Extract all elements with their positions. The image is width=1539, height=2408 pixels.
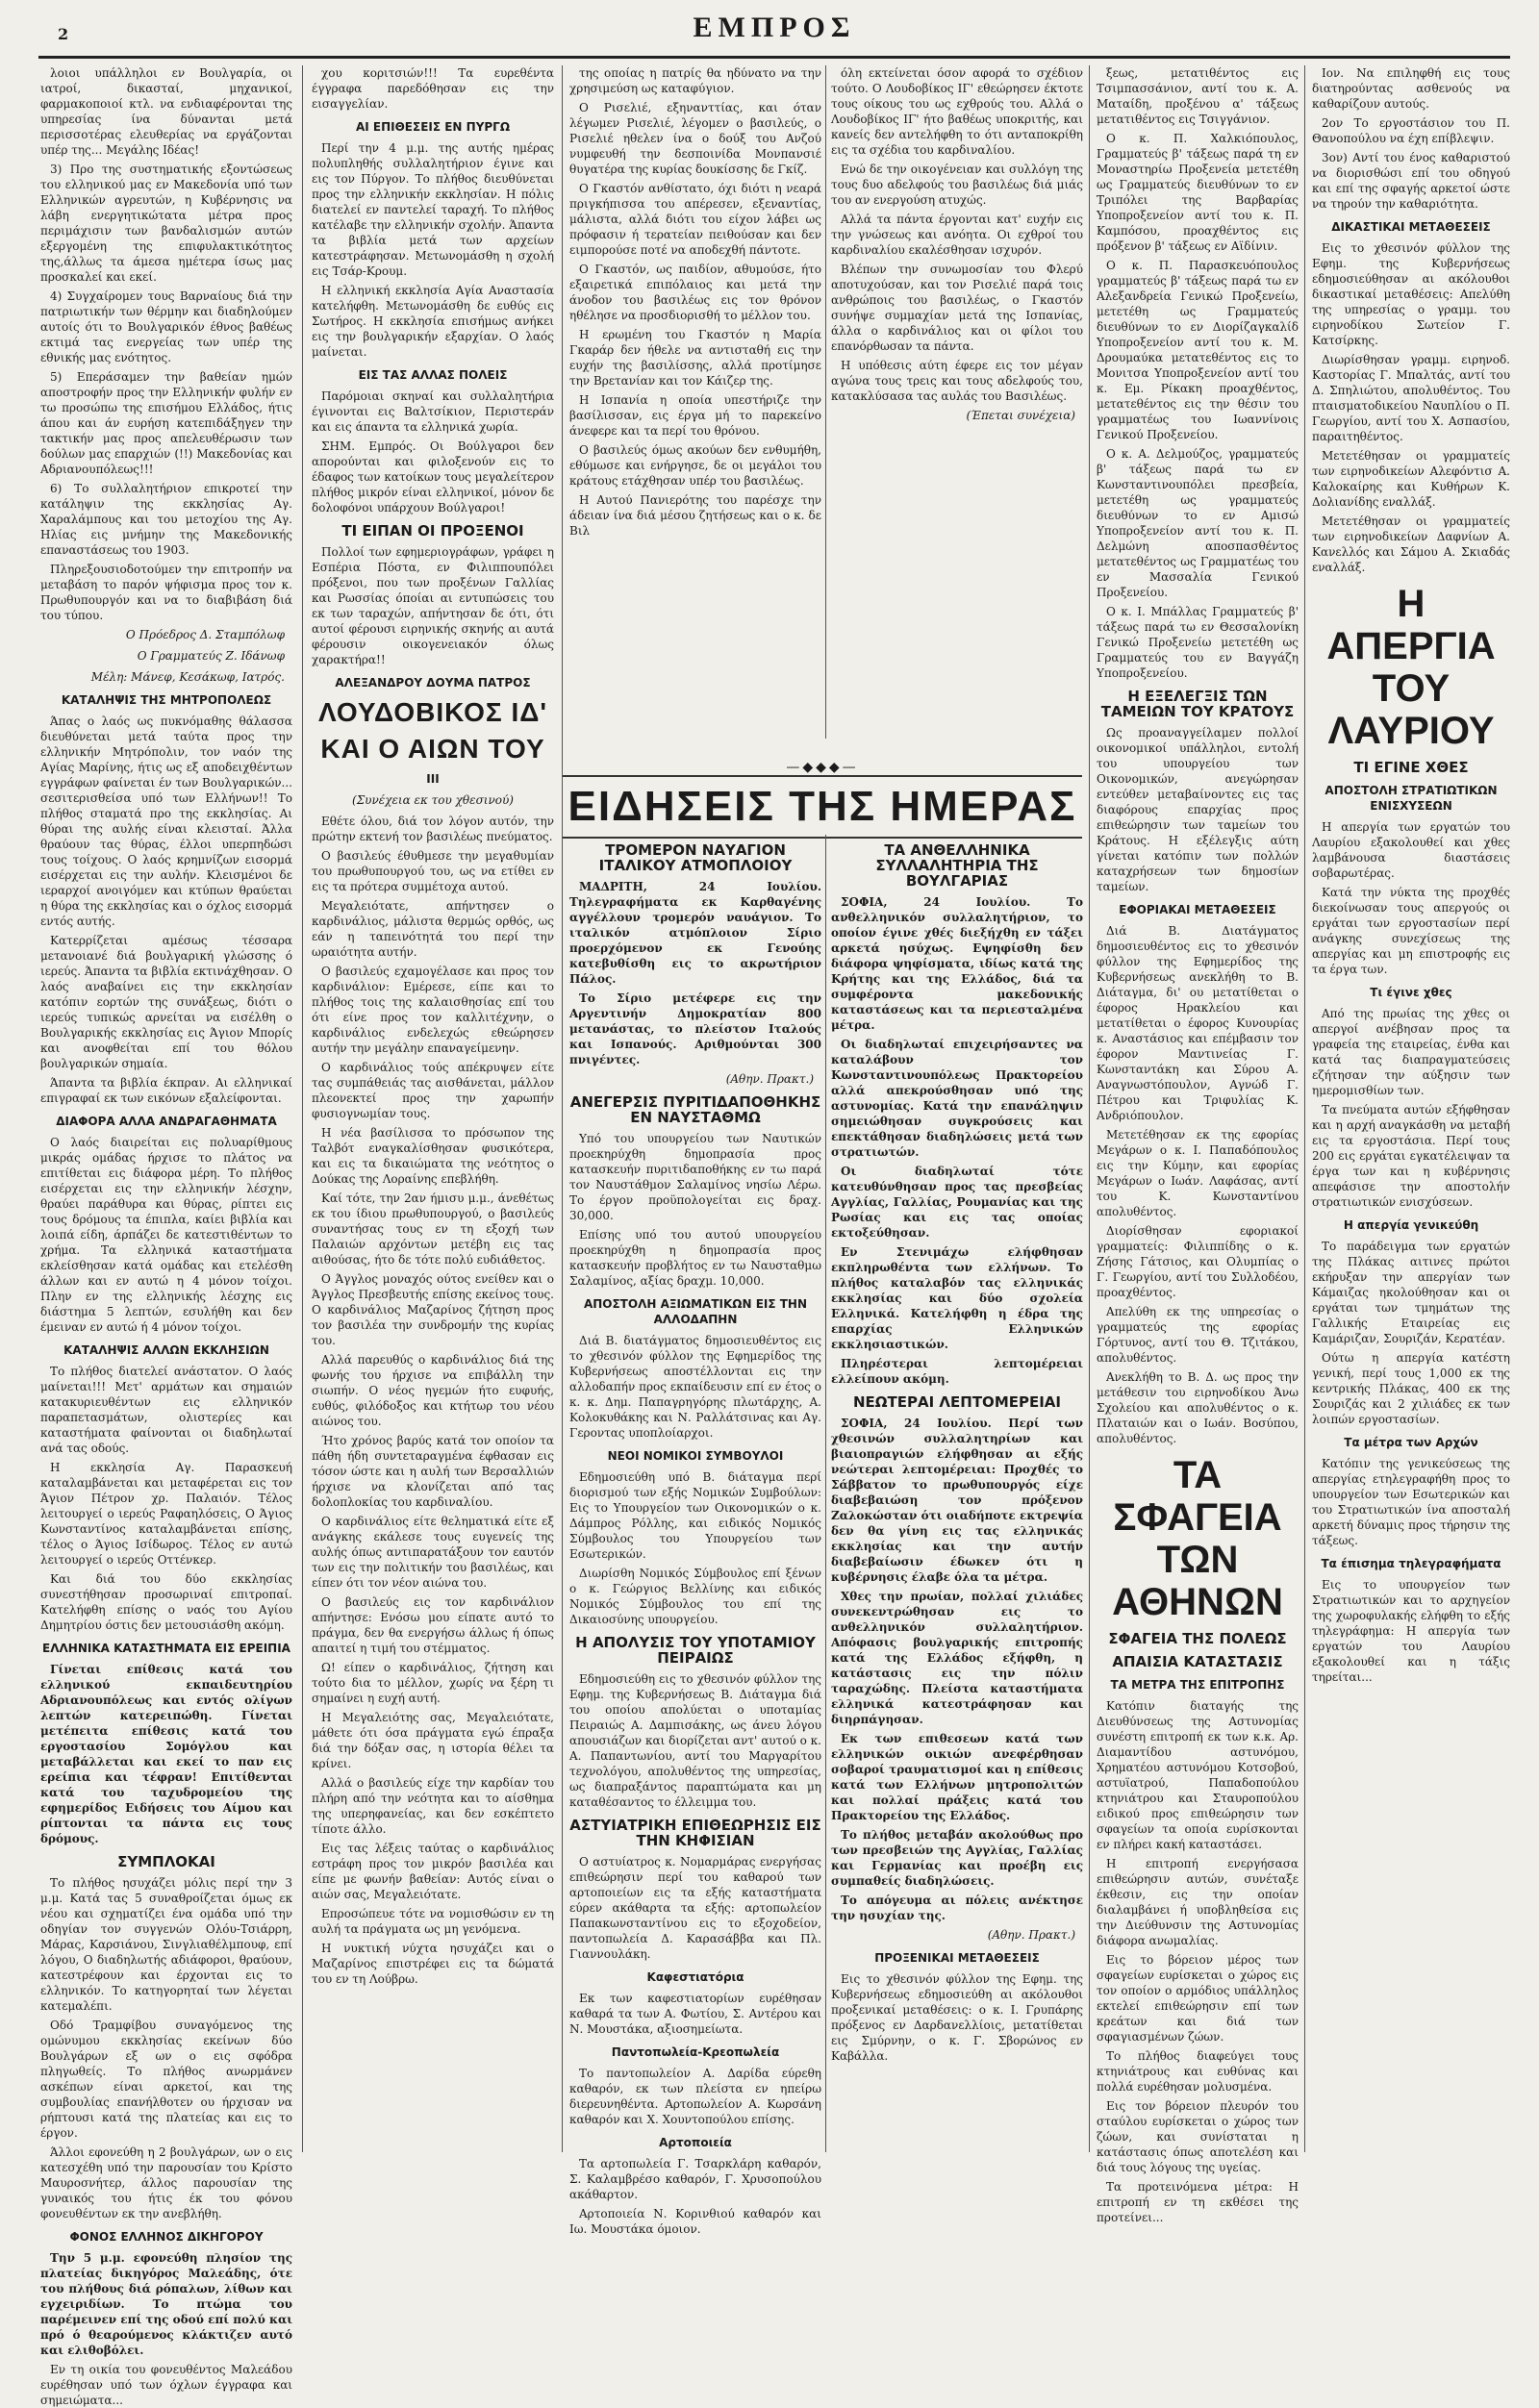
paragraph: Οι διαδηλωταί επιχειρήσαντες να καταλάβουν τον Κωνσταντινουπόλεως Πρακτορείου αλλά απεκρούσθησαν υπό της αστυνομίας. Κατά την επανάληψιν σημειώθησαν συγκρούσεις και επεκτάθησαν διαδηλώσεις μετά των στρατιωτών. bbox=[831, 1038, 1083, 1159]
paragraph: Ο Άγγλος μοναχός ούτος ενείθεν και ο Άγγλος Πρεσβευτής επίσης εκείνος τους. Ο καρδινάλιος Μαζαρίνος ζήτηση προς τον βασιλέα την συνδρομήν της κυρίας του. bbox=[312, 1272, 554, 1347]
headline: Τι έγινε χθες bbox=[1370, 986, 1452, 999]
paragraph: Πληρεξουσιοδοτούμεν την επιτροπήν να μεταβάση το παρόν ψήφισμα προς τον κ. Πρωθυπουργόν και να το διαβιβάση διά του τύπου. bbox=[40, 563, 292, 622]
paragraph: 4) Συγχαίρομεν τους Βαρναίους διά την πατριωτικήν των θέρμην και διαδηλούμεν αυτοίς ότι το Βουλγαρικόν έθνος βαθέως εκτιμά τας ενεργείας των υπέρ της εθνικής μας ενότητος. bbox=[40, 289, 292, 364]
paragraph: Κατόπιν της γενικεύσεως της απεργίας ετηλεγραφήθη προς το υπουργείον των Εσωτερικών και του Στρατιωτικών ίνα αποσταλή αρκετή δύναμις προς τήρησιν της τάξεως. bbox=[1312, 1457, 1510, 1547]
paragraph: Επίσης υπό του αυτού υπουργείου προεκηρύχθη η δημοπρασία προς κατασκευήν προβλήτος εν τω Ναυσταθμω Σαλαμίνος, αξίας δραχμ. 10,000. bbox=[569, 1228, 821, 1288]
paragraph: χου κοριτσιών!!! Τα ευρεθέντα έγγραφα παρεδόθησαν εις την εισαγγελίαν. bbox=[312, 66, 554, 111]
column-1 bbox=[40, 65, 292, 2407]
paragraph: Ο λαός διαιρείται εις πολυαρίθμους μικράς ομάδας ήρχισε το πλάτος να επιτίθεται εις διάφορα μέρη. Το πλήθος εισέρχεται εις την ελληνικήν λέσχην, θραύει παράθυρα και θύρας, ρίπτει εις τους δρόμους τα έπιπλα, καίει βιβλία και λοιπά είδη, άρπάζει δε κατεστιθέντων το χρήμα. Τα ελληνικά καταστήματα εκλείσθησαν κατά ομάδας και ετελέσθη άλλων και εν αυτώ η 4 μόνον τοίχοι. Πλην εν της ελληνικής λέσχης εις διάστημα 5 λεπτών, εσυλήθη και δεν έμειναν εν αυτώ ή 4 μόνον τοίχοι. bbox=[40, 1136, 292, 1334]
paragraph: Ο καρδινάλιος τούς απέκρυψεν είτε τας συμπάθειάς τας αισθάνεται, μάλλον πλεονεκτεί προς την χαρωπήν φυσιογνωμίαν τους. bbox=[312, 1061, 554, 1120]
paragraph: Και διά του δύο εκκλησίας συνεστήθησαν προσωριναί επιτροπαί. Κατελήφθη επίσης ο ναός του Αγίου Δημητρίου όστις δεν μετουσιάσθη ακόμη. bbox=[40, 1572, 292, 1632]
headline: Η απεργία γενικεύθη bbox=[1343, 1218, 1479, 1232]
paragraph: Ο κ. Α. Δελμούζος, γραμματεύς β' τάξεως παρά τω εν Κωνσταντινουπόλει πρεσβεία, μετετέθη ως γραμματεύς διευθύνων το εν Αμισώ Υποπροξενείον αντί του κ. Π. Δελμώνη αποσπασθέντος μετατεθέντος ως Γραμματέως του εν Μασσαλία Γενικού Προξενείου. bbox=[1097, 447, 1299, 599]
paragraph: Μετετέθησαν εκ της εφορίας Μεγάρων ο κ. Ι. Παπαδόπουλος εις την Κύμην, και εφορίας Μεγάρων ο Ιωάν. Λαφάσας, αντί του Κ. Κωνσταντίνου απολυθέντος. bbox=[1097, 1128, 1299, 1218]
paragraph: Εν Στενιμάχω ελήφθησαν εκπληρωθέντα των ελλήνων. Το πλήθος καταλαβόν τας ελληνικάς εκκλησίας και δύο σχολεία Ελληνικά. Κατελήφθη η έδρα της επαρχίας Ελληνικών εκκλησιαστικών. bbox=[831, 1245, 1083, 1351]
signature-line: (Αθην. Πρακτ.) bbox=[987, 1928, 1075, 1942]
column-divider bbox=[302, 65, 303, 2152]
paragraph: ΣΟΦΙΑ, 24 Ιουλίου. Το ανθελληνικόν συλλαλητήριον, το οποίον έγινε χθές διεξήχθη εν τάξει αρκετά ησύχως. Εψηφίσθη δεν διάφορα ψηφίσματα, ιδίως κατά της Κρήτης και της Ελλάδος, διά τα συμφέροντα μακεδονικής καταστάσεως και τα περιεσταλμένα μέτρα. bbox=[831, 895, 1083, 1032]
paragraph: Ο Γκαστόν, ως παιδίον, αθυμούσε, ήτο εξαιρετικά επιπόλαιος και μετά την άνοδον του βασιλέως εις τον θρόνον ηθέλησε να προσδιορισθή το μέλλον του. bbox=[569, 263, 821, 322]
paragraph: Χθες την πρωίαν, πολλαί χιλιάδες συνεκεντρώθησαν εις το ανθελληνικόν συλλαλητήριον. Απόφασις βουλγαρικής επιτροπής κατά της Ελλάδος εξήφθη, η κατάστασις εις την πόλιν ταραχώδης. Πλείστα καταστήματα ελληνικά κατεστράφησαν και διηρπάγησαν. bbox=[831, 1590, 1083, 1726]
headline: ΙΙΙ bbox=[426, 772, 440, 786]
headline: ΕΦΟΡΙΑΚΑΙ ΜΕΤΑΘΕΣΕΙΣ bbox=[1119, 903, 1276, 916]
headline: Καφεστιατόρια bbox=[646, 1970, 744, 1984]
paragraph: Μετετέθησαν οι γραμματείς των ειρηνοδικείων Δαφνίων Α. Κανελλός και Σάμου Α. Σκιαδάς εναλλάξ. bbox=[1312, 514, 1510, 574]
column-divider bbox=[825, 835, 826, 2152]
paragraph: Ανεκλήθη το Β. Δ. ως προς την μετάθεσιν του ειρηνοδίκου Άνω Σχολείου και απολυθέντος ο κ. Πλαταιών και ο Ιωάν. Βοσύπου, απολυθέντος. bbox=[1097, 1370, 1299, 1445]
column-divider bbox=[1304, 65, 1305, 2152]
paragraph: Απελύθη εκ της υπηρεσίας ο γραμματεύς της εφορίας Γόρτυνος, αντί του Θ. Τζιτάκου, απολυθέντος. bbox=[1097, 1305, 1299, 1365]
paragraph: Ο αστυίατρος κ. Νομαρμάρας ενεργήσας επιθεώρησιν περί του καθαρού των αρτοποιείων εις τα εξής καταστήματα εύρεν ακάθαρτα τα εξής: αρτοπωλείον Παπακωνσταντίνου εις το εξοχοδείον, παντοπωλεία Δ. Καρασάββα και Πλ. Γιαννουλάκη. bbox=[569, 1855, 821, 1961]
signature-line: Ο Γραμματεύς Ζ. Ιδάνωφ bbox=[137, 649, 285, 663]
paragraph: Εδημοσιεύθη εις το χθεσινόν φύλλον της Εφημ. της Κυβερνήσεως Β. Διάταγμα διά του οποίου απολύεται ο υποταμίας Πειραιώς Α. Δαμπισάκης, ως άνευ λόγου απουσιάζων και διορίζεται αντ' αυτού ο κ. Α. Παπαντωνίου, αντί του Μαργαρίτου τεχνολόγου, απολυθέντος της υπηρεσίας, ως διαπραξάντος παραπτώματα και μη καταθέσαντος το έλλειμμα του. bbox=[569, 1672, 821, 1809]
paragraph: 3) Προ της συστηματικής εξοντώσεως του ελληνικού μας εν Μακεδονία υπό των Ελληνικών αγρευτών, η Κυβέρνησις να λάβη ενεργητικώτατα μέτρα προς περιμάχισιν των βανδαλισμών αυτών εξεργομένη της επιφυλακτικότητος της,άλλως τα άμεσα ημέτερα ίσως μας προσκαλεί και εκεί. bbox=[40, 163, 292, 284]
headline: ΔΙΑΦΟΡΑ ΑΛΛΑ ΑΝΔΡΑΓΑΘΗΜΑΤΑ bbox=[56, 1115, 277, 1128]
headline: ΤΑ ΣΦΑΓΕΙΑ ΤΩΝ ΑΘΗΝΩΝ bbox=[1112, 1454, 1283, 1623]
paragraph: Αλλά ο βασιλεύς είχε την καρδίαν του πλήρη από την νεότητα και το αίσθημα της υπερηφανείας, και δεν εσκέπτετο τίποτε άλλο. bbox=[312, 1776, 554, 1836]
paragraph: Το πλήθος διατελεί ανάστατον. Ο λαός μαίνεται!!! Μετ' αρμάτων και σημαιών κατακυριευθέντων εις ελληνικόν παραπετασμάτων, ολιστερίες και καταστήματα φαίνονται οι διαδηλωταί ανά τας οδούς. bbox=[40, 1365, 292, 1455]
headline: ΕΙΣ ΤΑΣ ΑΛΛΑΣ ΠΟΛΕΙΣ bbox=[358, 368, 508, 382]
column-divider bbox=[562, 65, 563, 2152]
paragraph: Παρόμοιαι σκηναί και συλλαλητήρια έγινονται εις Βαλτσίκιον, Περιστεράν και εις άπαντα τα ελληνικά χωρία. bbox=[312, 389, 554, 434]
column-mid-right bbox=[831, 835, 1083, 2152]
paragraph: Οδό Τραμφίβου συναγόμενος της ομώνυμου εκκλησίας εκείνων δύο Βουλγάρων εξ ων ο εις σφόδρα πληγωθείς. Το πλήθος ανωρμάνεν ασκέπων είναι αρκετοί, και της συμβουλίας επανήλθοτεν ου ήρχισαν να ρήπτουσι κατά της πλατείας και εις το έργον. bbox=[40, 2019, 292, 2140]
signature-line: Ο Πρόεδρος Δ. Σταμπόλωφ bbox=[125, 628, 285, 641]
paragraph: Το παντοπωλείον Α. Δαρίδα εύρεθη καθαρόν, εκ των πλείστα εν ηπείρω διερευνηθέντα. Αρτοπωλείον Α. Κωρσάνη καθαρόν και Χ. Χουντοπούλου επίσης. bbox=[569, 2067, 821, 2126]
headline: ΚΑΙ Ο ΑΙΩΝ ΤΟΥ bbox=[320, 734, 545, 764]
paragraph: Ο καρδινάλιος είτε θεληματικά είτε εξ ανάγκης εκάλεσε τους ευγενείς της αυλής όπως αντιπαρατάξουν τον εαυτόν των εις την πολιτικήν του βασιλέως, και είπεν ότι τον νέον αιώνα του. bbox=[312, 1515, 554, 1590]
column-3a bbox=[569, 65, 821, 739]
headline: ΑΠΟΣΤΟΛΗ ΣΤΡΑΤΙΩΤΙΚΩΝ ΕΝΙΣΧΥΣΕΩΝ bbox=[1325, 784, 1498, 813]
paragraph: Ο Ρισελιέ, εξηνανττίας, και όταν λέγωμεν Ρισελιέ, λέγομεν ο βασιλεύς, ο Ρισελιέ ηθελεν ίνα ο δούξ του Ανζού νυμφευθή την δεσποινίδα Μονπανσιέ θυγατέρα της κυρίας δουκίσσης δε Γκίζ. bbox=[569, 101, 821, 176]
paragraph: Πολλοί των εφημεριογράφων, γράφει η Εσπέρια Πόστα, εν Φιλιππουπόλει πρόξενοι, που των προξένων Γαλλίας και Ρωσσίας όποίαι αι εντυπώσεις του εκ των ταραχών, απήντησαν δε ότι, ότι αυτοί φέρουσι ειρηνικής σκηνής αι αυτά φέρουσιν οικογενειακόν όλως χαρακτήρα!! bbox=[312, 545, 554, 666]
paragraph: Ως προαναγγείλαμεν πολλοί οικονομικοί υπάλληλοι, εντολή του υπουργείου των Οικονομικών, ανεγώρησαν εντεύθεν μεταβαίνοντες εις τας διαφόρους επαρχίας προς επιθεώρησιν των ταμείων του Κράτους. Η εξέλεγξις αύτη γίνεται κατόπιν των πολλών καταχρήσεων των δημοσίων ταμείων. bbox=[1097, 726, 1299, 893]
headline: Η ΕΞΕΛΕΓΞΙΣ ΤΩΝ ΤΑΜΕΙΩΝ ΤΟΥ ΚΡΑΤΟΥΣ bbox=[1100, 688, 1295, 720]
subtitle: (Συνέχεια εκ του χθεσινού) bbox=[352, 793, 514, 807]
paragraph: Κατά την νύκτα της προχθές διεκοίνωσαν τους απεργούς οι εργάται των εργοστασίων περί ανάγκης συνεχίσεως της απεργίας και μη επιστροφής εις τα έργα των. bbox=[1312, 886, 1510, 976]
page-number: 2 bbox=[58, 25, 69, 43]
headline: Αρτοποιεία bbox=[659, 2136, 732, 2149]
paragraph: Περί την 4 μ.μ. της αυτής ημέρας πολυπληθής συλλαλητήριον έγινε και εις τον Πύργον. Το πλήθος διευθύνεται προς την ελληνικήν εκκλησίαν. Η πόλις διατελεί εν παντελεί ταραχή. Το πλήθος κατέλαβε την ελληνικήν σχολήν. Άπαντα τα βιβλία μετά των αρχείων κατεστράφησαν. Μετωνομάσθη η σχολή εις Τσάρ-Κρουμ. bbox=[312, 141, 554, 278]
paragraph: Διά Β. Διατάγματος δημοσιευθέντος εις το χθεσινόν φύλλον της Εφημερίδος της Κυβερνήσεως ανεκλήθη το Β. Διάταγμα, δι' ου μετατίθεται ο έφορος Ηρακλείου και μετατίθεται ο έφορος Κυνουρίας κ. Αναστάσιος και επέμβασιν τον έφορον Μαντινείας Γ. Κωνσταντάκη και Σύρου Α. Αναγνωστόπουλον, Αγνώδ Γ. Πέτρου και Τριφυλίας Κ. Ανδριόπουλον. bbox=[1097, 924, 1299, 1122]
masthead-rule bbox=[38, 56, 1510, 59]
paragraph: Άπαντα τα βιβλία έκπραν. Αι ελληνικαί επιγραφαί εκ των εικόνων εξαλείφονται. bbox=[40, 1076, 292, 1105]
paragraph: Καί τότε, την 2αν ήμισυ μ.μ., άνεθέτως εκ του ίδιου πρωθυπουργού, ο βασιλεύς συναντήσας τους εν τη εξοχή των Παλαιών αρχόντων μετέβη εις τας αιθούσας, ήτο δε τότε πολύ ευδιάθετος. bbox=[312, 1191, 554, 1267]
paragraph: Ο βασιλεύς όμως ακούων δεν ενθυμήθη, εθύμωσε και ενήργησε, δε οι μεγάλοι του κράτους ετάχθησαν υπέρ του βασιλέως. bbox=[569, 443, 821, 488]
signature-line: (Αθην. Πρακτ.) bbox=[725, 1072, 814, 1086]
paragraph: Το απόγευμα αι πόλεις ανέκτησε την ησυχίαν της. bbox=[831, 1894, 1083, 1922]
headline: ΑΣΤΥΙΑΤΡΙΚΗ ΕΠΙΘΕΩΡΗΣΙΣ ΕΙΣ ΤΗΝ ΚΗΦΙΣΙΑΝ bbox=[569, 1817, 821, 1849]
signature-line: (Έπεται συνέχεια) bbox=[966, 409, 1075, 422]
paragraph: Κατερρίζεται αμέσως τέσσαρα μετανοιανέ διά βουλγαρική γλώσσης ό ιερεύς. Άπαντα τα βιβλία εκτινάχθησαν. Ο λαός αναβαίνει εις την εκκλησίαν κατόπιν εορτών της συνάξεως, διότι ο ιερεύς τυπικώς αρνείται να εισέλθη ο Βουλγαρικής εκκλησίας εις Άγιον Μπορίς και ανοφθείται επί του θόλου βουλγαρικών σημαία. bbox=[40, 934, 292, 1070]
headline: ΤΑ ΜΕΤΡΑ ΤΗΣ ΕΠΙΤΡΟΠΗΣ bbox=[1110, 1678, 1285, 1692]
paragraph: όλη εκτείνεται όσον αφορά το σχέδιον τούτο. Ο Λουδοβίκος ΙΓ' εθεώρησεν έκτοτε τους οίκους του ως εχθρούς του. Αλλά ο Λουδοβίκος ΙΓ' ήτο βαθέως υποκριτής, και κανείς δεν αντελήφθη το ότι ανταποκρίθη εις τα σχέδια του καρδιναλίου. bbox=[831, 66, 1083, 157]
paragraph: Ο βασιλεύς έθυθμεσε την μεγαθυμίαν του πρωθυπουργού του, ως να ετίθει εν εις τα πρότερα συμμέτοχα αυτού. bbox=[312, 849, 554, 893]
column-4 bbox=[1097, 65, 1299, 2224]
paragraph: 2ον Το εργοστάσιον του Π. Θανοπούλου να έχη επίβλεψιν. bbox=[1312, 116, 1510, 145]
paragraph: Εθέτε όλου, διά τον λόγον αυτόν, την πρώτην εκτενή τον βασιλέως πνεύματος. bbox=[312, 815, 554, 843]
paragraph: ΣΟΦΙΑ, 24 Ιουλίου. Περί των χθεσινών συλλαλητηρίων και βιαιοπραγιών ελήφθησαν αι εξής νεώτεραι λεπτομέρειαι: Προχθές το Σάββατον το πρωθυπουργός είχε διαβεβαιώση τον πρόξενον Ζαλοκώσταν ότι οιαδήποτε εκτρεψία δεν θα γίνη εις τας ελληνικάς εκκλησίας και την αυτήν διαβεβαίωσιν έδωκεν ότι η κυβέρνησις έλαβε όλα τα μέτρα. bbox=[831, 1417, 1083, 1584]
paragraph: Εκ των καφεστιατορίων ευρέθησαν καθαρά τα των Α. Φωτίου, Σ. Αντέρου και Ν. Μουστάκα, αξιοσημείωτα. bbox=[569, 1992, 821, 2036]
paragraph: Εις το υπουργείον των Στρατιωτικών και το αρχηγείον της χωροφυλακής ελήφθη το εξής τηλεγράφημα: Η απεργία των εργατών του Λαυρίου εξακολουθεί και η τάξις τηρείται... bbox=[1312, 1578, 1510, 1684]
paragraph: Η νέα βασίλισσα το πρόσωπον της Ταλβότ εναγκαλίσθησαν φυσικότερα, και εις τα δικαιώματα της νεότητος ο Δούκας της Λοραίνης επεβλήθη. bbox=[312, 1126, 554, 1186]
headline: ΦΟΝΟΣ ΕΛΛΗΝΟΣ ΔΙΚΗΓΟΡΟΥ bbox=[69, 2230, 264, 2244]
headline: ΝΕΩΤΕΡΑΙ ΛΕΠΤΟΜΕΡΕΙΑΙ bbox=[852, 1393, 1061, 1411]
paragraph: Ιον. Να επιληφθή εις τους διατηρούντας ασθενούς να καθαρίζουν αυτούς. bbox=[1312, 66, 1510, 111]
paragraph: Ούτω η απεργία κατέστη γενική, περί τους 1,000 εκ της κεντρικής Πλάκας, 400 εκ της Σουριζάς και 2 χιλιάδες εκ των λοιπών εργοστασίων. bbox=[1312, 1351, 1510, 1426]
paragraph: Το Σίριο μετέφερε εις την Αργεντινήν Δημοκρατίαν 800 μετανάστας, το πλείστον Ιταλούς και Ισπανούς. Αριθμούνται 300 πνιγέντες. bbox=[569, 991, 821, 1066]
headline: ΕΛΛΗΝΙΚΑ ΚΑΤΑΣΤΗΜΑΤΑ ΕΙΣ ΕΡΕΙΠΙΑ bbox=[42, 1642, 290, 1655]
paragraph: Το παράδειγμα των εργατών της Πλάκας αιτινες πρώτοι εκήρυξαν την απεργίαν των Κάμαιζας ηκολούθησαν και οι εργάται των τμημάτων της Γαλλικής Εταιρείας εις Καμάριζαν, Σουριζάν, Κερατέαν. bbox=[1312, 1240, 1510, 1345]
headline: ΤΑ ΑΝΘΕΛΛΗΝΙΚΑ ΣΥΛΛΑΛΗΤΗΡΙΑ ΤΗΣ ΒΟΥΛΓΑΡΙΑΣ bbox=[875, 841, 1039, 890]
paragraph: Άπας ο λαός ως πυκνόμαθης θάλασσα διευθύνεται μετά ταύτα προς την ελληνικήν Μητρόπολιν, τον ναόν της Αγίας Μαρίνης, ήτις ως εξ αποδειχθέντων εγγράφων φαίνεται έν των Βουλγαρικών... σεσιτερισθείσα υπό των Ελλήνων!! Το πλήθος σταματά προ της εκκλησίας. Αι θύραι της αυλής είναι κλεισταί. Άλλα θραύουν τας θύρας, έλλοι υπερπηδώσι τους τοίχους. Ο λαός κρημνίζων εισορμά εισέρχεται εις την αυλήν. Κλεισμένοι δε ιεραρχοί ανοιγόμεν και κτύπων θραύεται η θύρα της εκκλησίας και ο όχλος εισορμά εντός αυτής. bbox=[40, 715, 292, 928]
paragraph: ΜΑΔΡΙΤΗ, 24 Ιουλίου. Τηλεγραφήματα εκ Καρθαγένης αγγέλλουν τρομερόν ναυάγιον. Το ιταλικόν ατμόπλοιον Σίριο προερχόμενον εκ Γενούης κατεβυθίσθη εις το ακρωτήριον Πάλος. bbox=[569, 880, 821, 986]
signature-line: Μέλη: Μάνεφ, Κεσάκωφ, Ιατρός. bbox=[90, 670, 285, 684]
headline: ΚΑΤΑΛΗΨΙΣ ΑΛΛΩΝ ΕΚΚΛΗΣΙΩΝ bbox=[63, 1343, 269, 1357]
ornament: —◆◆◆— bbox=[786, 760, 859, 775]
headline: ΑΠΑΙΣΙΑ ΚΑΤΑΣΤΑΣΙΣ bbox=[1112, 1653, 1283, 1670]
paragraph: Ο βασιλεύς εχαμογέλασε και προς τον καρδινάλιον: Εμέρεσε, είπε και το πλήθος τοις της καλαισθησίας επί του ότι είνε προς τον καλλιτέχνην, ο καρδινάλιος ενδελεχώς εθεώρησεν αυτήν την μεγάλην επαναγείμενην. bbox=[312, 965, 554, 1055]
paragraph: Την 5 μ.μ. εφονεύθη πλησίον της πλατείας δικηγόρος Μαλεάδης, ότε του πλήθους διά ρόπαλων, λίθων και εγχειριδίων. Το πτώμα του παρέμεινεν επί της οδού επί πολύ και πρό ό θεαρούμενος κλάκτιζεν αυτό και ελιθοβόλει. bbox=[40, 2251, 292, 2357]
column-divider bbox=[825, 65, 826, 739]
paragraph: Ο κ. Ι. Μπάλλας Γραμματεύς β' τάξεως παρά τω εν Θεσσαλονίκη Γενικώ Προξενείω μετετέθη ως Γραμματεύς του εν Βαγγάζη Υποπροξενείου. bbox=[1097, 605, 1299, 680]
headline: ΛΟΥΔΟΒΙΚΟΣ ΙΔ' bbox=[317, 697, 548, 727]
paragraph: Αρτοποιεία Ν. Κορινθιού καθαρόν και Ιω. Μουστάκα όμοιον. bbox=[569, 2207, 821, 2236]
paragraph: της οποίας η πατρίς θα ηδύνατο να την χρησιμεύση ως καταφύγιον. bbox=[569, 66, 821, 95]
paragraph: ξεως, μετατιθέντος εις Τσιμπασσάνιον, αντί του κ. Α. Ματαίδη, προξένου α' τάξεως μετατιθέντος εις Τσιγγάνιον. bbox=[1097, 66, 1299, 126]
headline: Η ΑΠΕΡΓΙΑ ΤΟΥ ΛΑΥΡΙΟΥ bbox=[1326, 583, 1496, 752]
paragraph: Ο κ. Π. Παρασκευόπουλος γραμματεύς β' τάξεως παρά τω εν Αλεξανδρεία Γενικώ Προξενείω, μετετέθη ως Γραμματεύς διευθύνων το εν Διορίζαγκαλίδ Υποπροξενείον αντί του κ. Μ. Δρουμαύκα μετατεθέντος εις το Μονιτσα Υποπροξενείον αντί του κ. Εμ. Ρίκακη προαχθέντος, μετατεθέντος εις την θέσιν του γραμματέως του Ιωαννίνοις Γενικού Προξενείου. bbox=[1097, 259, 1299, 441]
paragraph: Τα πνεύματα αυτών εξήφθησαν και η αρχή αναγκάσθη να μεταβή εις τα εργοστάσια. Περί τους 200 εις εργάται εγκατέλειψαν τα έργα των και η κυβέρνησις απεφάσισε την αποστολήν στρατιωτικών ενισχύσεων. bbox=[1312, 1103, 1510, 1209]
paragraph: Εδημοσιεύθη υπό Β. διάταγμα περί διορισμού των εξής Νομικών Συμβούλων: Εις το Υπουργείον των Οικονομικών ο κ. Δάμπρος Ρόλλης, και ειδικός Νομικός Σύμβουλος του Υπουργείου των Εσωτερικών. bbox=[569, 1470, 821, 1561]
headline: ΑΛΕΞΑΝΔΡΟΥ ΔΟΥΜΑ ΠΑΤΡΟΣ bbox=[335, 676, 531, 690]
headline: Τα μέτρα των Αρχών bbox=[1344, 1436, 1478, 1449]
paragraph: Η εκκλησία Αγ. Παρασκευή καταλαμβάνεται και μεταφέρεται εις τον Άγιον Πέτρον χρ. Παλαιόν. Τέλος λειτουργεί ο ιερεύς Ραφαηλόσεις, Ο Άγιος Κωνσταντίνος καταλαμβάνεται επίσης, τέλος ο Άγιος Ισίδωρος. Τέλος εν αυτώ λειτουργεί ο ιερεύς Οττένκερ. bbox=[40, 1461, 292, 1567]
paragraph: Ο Γκαστόν ανθίστατο, όχι διότι η νεαρά πριγκήπισσα του απέρεσεν, εξεναντίας, μάλιστα, αλλά διότι του είχον λάβει ως πρόφασιν ή τερατείαν πειθούσαν και δεν ειμπορούσε ποτέ να αποδεχθή πάντοτε. bbox=[569, 182, 821, 257]
column-5 bbox=[1312, 65, 1510, 2152]
paragraph: Επροσώπευε τότε να νομισθώσιν εν τη αυλή τα πράγματα ως μη γενόμενα. bbox=[312, 1907, 554, 1936]
headline: ΑΠΟΣΤΟΛΗ ΑΞΙΩΜΑΤΙΚΩΝ ΕΙΣ ΤΗΝ ΑΛΛΟΔΑΠΗΝ bbox=[583, 1297, 808, 1326]
paragraph: Εν τη οικία του φονευθέντος Μαλεάδου ευρέθησαν υπό των όχλων έγγραφα και σημειώματα... bbox=[40, 2363, 292, 2407]
paragraph: Άλλοι εφονεύθη η 2 βουλγάρων, ων ο εις κατεσχέθη υπό την παρουσίαν του Κρίστο Μαυροσνήτερ, άλλος παρουσίαν της γυναικός του ήτις έκ του φόνου φονευθέντων εκ την ανεβλήθη. bbox=[40, 2145, 292, 2220]
headline: ΔΙΚΑΣΤΙΚΑΙ ΜΕΤΑΘΕΣΕΙΣ bbox=[1331, 220, 1491, 234]
headline: Παντοπωλεία-Κρεοπωλεία bbox=[611, 2045, 780, 2059]
newspaper-title: ΕΜΠΡΟΣ bbox=[693, 12, 856, 43]
headline: ΤΙ ΕΓΙΝΕ ΧΘΕΣ bbox=[1353, 759, 1469, 776]
paragraph: ΣΗΜ. Εμπρός. Οι Βούλγαροι δεν απορούνται και φιλοξενούν εις το έδαφος των κατοίκων τους μεγαλείτερον πλήθος μικρόν είναι ελληνικοί, μόνον δε δολοφόνοι υπάρχουν Βούλγαροι! bbox=[312, 439, 554, 514]
column-divider bbox=[1089, 65, 1090, 2152]
paragraph: Η υπόθεσις αύτη έφερε εις τον μέγαν αγώνα τους τρεις και τους αδελφούς του, κατακλύσασα τας αυλάς του Βασιλέως. bbox=[831, 359, 1083, 403]
paragraph: Εις το βόρειον μέρος των σφαγείων ευρίσκεται ο χώρος εις τον οποίον ο αρμόδιος υπάλληλος εκτελεί επιθεώρησιν επί των κρεάτων και διά των σφαγιασμένων ζώων. bbox=[1097, 1953, 1299, 2044]
paragraph: Τα προτεινόμενα μέτρα: Η επιτροπή εν τη εκθέσει της προτείνει... bbox=[1097, 2180, 1299, 2224]
paragraph: Εκ των επιθεσεων κατά των ελληνικών οικιών ανεφέρθησαν σοβαροί τραυματισμοί και η επίθεσις κατά των Ελλήνων μητροπολιτών και πολλαί πράξεις κατά του Πρακτορείου της Ελλάδος. bbox=[831, 1732, 1083, 1822]
paragraph: Διωρίσθη Νομικός Σύμβουλος επί ξένων ο κ. Γεώργιος Βελλίνης και ειδικός Νομικός Σύμβουλος του επί της Δικαιοσύνης υπουργείου. bbox=[569, 1567, 821, 1626]
paragraph: Ήτο χρόνος βαρύς κατά τον οποίον τα πάθη ήδη συντεταραγμένα έφθασαν εις τόσον ώστε και η αυλή των Βερσαλλιών ήρχισε να κλονίζεται από τας δολοπλοκίας του καρδιναλίου. bbox=[312, 1434, 554, 1509]
column-mid-left bbox=[569, 835, 821, 2236]
paragraph: 5) Επεράσαμεν την βαθείαν ημών αποστροφήν προς την Ελληνικήν φυλήν εν τω προσώπω της επισήμου Ελλάδος, ήτις άπου και άν ευρήση κατεπιδάξηγεν την τακτικήν μας προς απελευθέρωσιν των δούλων μας επαρχιών (!!) Μακεδονίας και Αδριανουπόλεως!!! bbox=[40, 370, 292, 476]
paragraph: Οι διαδηλωταί τότε κατευθύνθησαν προς τας πρεσβείας Αγγλίας, Γαλλίας, Ρουμανίας και της Ρωσίας και εις τας οποίας εκτοξεύθησαν. bbox=[831, 1165, 1083, 1240]
paragraph: Η επιτροπή ενεργήσασα επιθεώρησιν αυτών, συνέταξε έκθεσιν, εις την οποίαν διαλαμβάνει ή υποβληθείσα εις την Διεύθυνσιν της Αστυνομίας διάφορα ανωμαλίας. bbox=[1097, 1857, 1299, 1947]
paragraph: 6) Το συλλαλητήριον επικροτεί την κατάληψιν της εκκλησίας Αγ. Χαραλάμπους και του μετοχίου της Αγ. Ηλίας εις μνήμην της Μακεδονικής επαναστάσεως του 1903. bbox=[40, 482, 292, 557]
news-of-the-day-banner bbox=[563, 760, 1082, 839]
paragraph: Το πλήθος διαφεύγει τους κτηνιάτρους και ευθύνας και πολλά ευρέθησαν μολυσμένα. bbox=[1097, 2049, 1299, 2094]
paragraph: λοιοι υπάλληλοι εν Βουλγαρία, οι ιατροί, δικασταί, μηχανικοί, φαρμακοποιοί κτλ. να ενδιαφέρονται της υπηρεσίας ίνα δύνανται μετά περισσοτέρας ελευθερίας να εργάζονται υπέρ της... Μεγάλης Ιδέας! bbox=[40, 66, 292, 157]
paragraph: Αλλά παρευθύς ο καρδινάλιος διά της φωνής του ήρχισε να επιβάλλη την σιωπήν. Ο νέος ηγεμών ήτο ευφυής, ευθύς, φιλόδοξος και κτήτωρ του νέου αιώνος του. bbox=[312, 1353, 554, 1428]
column-2 bbox=[312, 65, 554, 2152]
paragraph: Η Αυτού Πανιερότης του παρέσχε την άδειαν ίνα διά μέσου ζητήσεως και ο κ. δε Βιλ bbox=[569, 493, 821, 538]
paragraph: Εις το χθεσινόν φύλλον της Εφημ. της Κυβερνήσεως εδημοσιεύθησαν αι ακόλουθοι δικαστικαί μεταθέσεις: Απελύθη της υπηρεσίας ο γραμμ. του ειρηνοδίκου Σωτείον Γ. Κατσίρκης. bbox=[1312, 241, 1510, 347]
paragraph: Η απεργία των εργατών του Λαυρίου εξακολουθεί και χθες λαμβάνουσα διαστάσεις σοβαρωτέρας. bbox=[1312, 820, 1510, 880]
paragraph: Διωρίσθησαν γραμμ. ειρηνοδ. Καστορίας Γ. Μπαλτάς, αντί του Δ. Σπηλιώτου, απολυθέντος. Του πταισματοδικείου Ναυπλίου ο Π. Γεωργίου, αντί του Χ. Ασπασίου, παραιτηθέντος. bbox=[1312, 353, 1510, 443]
paragraph: Μεγαλειότατε, απήντησεν ο καρδινάλιος, μάλιστα θερμώς ορθός, ως εάν η ταπεινότητά του περί την ωραιότητα αυτήν. bbox=[312, 899, 554, 959]
paragraph: Η νυκτική νύχτα ησυχάζει και ο Μαζαρίνος επιστρέφει εις τα δώματά του εν τη Λούβρω. bbox=[312, 1942, 554, 1986]
banner-title: ΕΙΔΗΣΕΙΣ ΤΗΣ ΗΜΕΡΑΣ bbox=[563, 775, 1082, 839]
paragraph: Εις τον βόρειον πλευρόν του σταύλου ευρίσκεται ο χώρος των ζώων, και συνίσταται η κατάστασις όπως αποτελέση και διά τους λόγους της υγείας. bbox=[1097, 2099, 1299, 2174]
paragraph: Διορίσθησαν εφοριακοί γραμματείς: Φιλιππίδης ο κ. Ζήσης Γάτσιος, και Ολυμπίας ο Γ. Γεωργίου, αντί του Συλλοδέου, προαχθέντος. bbox=[1097, 1224, 1299, 1299]
masthead bbox=[38, 12, 1510, 50]
headline: ΑΙ ΕΠΙΘΕΣΕΙΣ ΕΝ ΠΥΡΓΩ bbox=[355, 120, 511, 134]
headline: Η ΑΠΟΛΥΣΙΣ ΤΟΥ ΥΠΟΤΑΜΙΟΥ ΠΕΙΡΑΙΩΣ bbox=[575, 1634, 816, 1667]
paragraph: Εις τας λέξεις ταύτας ο καρδινάλιος εστράφη προς τον μικρόν βασιλέα και είπε με φωνήν βαθείαν: Αυτός είναι ο αιών σας, Μεγαλειότατε. bbox=[312, 1842, 554, 1901]
headline: ΤΡΟΜΕΡΟΝ ΝΑΥΑΓΙΟΝ ΙΤΑΛΙΚΟΥ ΑΤΜΟΠΛΟΙΟΥ bbox=[598, 841, 793, 874]
paragraph: Τα αρτοπωλεία Γ. Τσαρκλάρη καθαρόν, Σ. Καλαμβρέσο καθαρόν, Γ. Χρυσοπούλου ακάθαρτον. bbox=[569, 2157, 821, 2201]
paragraph: Ενώ δε την οικογένειαν και συλλόγη της τους δυο αδελφούς του βασιλέως διά μιάς του αν ενεργούση ατυχώς. bbox=[831, 163, 1083, 207]
paragraph: Η ερωμένη του Γκαστόν η Μαρία Γκαράρ δεν ήθελε να αντισταθή εις την ευχήν της βασιλίσσης, αλλά προτίμησε την Βρετανίαν και τον Κάιζερ της. bbox=[569, 328, 821, 388]
paragraph: Η ελληνική εκκλησία Αγία Αναστασία κατελήφθη. Μετωνομάσθη δε ευθύς εις Σωτήρος. Η εκκλησία επισήμως ανήκει εις την βουλγαρικήν εξαρχίαν. Ο λαός μαίνεται. bbox=[312, 284, 554, 359]
paragraph: Εις το χθεσινόν φύλλον της Εφημ. της Κυβερνήσεως εδημοσιεύθη αι ακόλουθοι προξενικαί μεταθέσεις: ο κ. Ι. Γρυπάρης πρόξενος εν Δαρδανελλίοις, μετατίθεται εις Σμύρνην, ο κ. Γ. Σβορώνος εν Καβάλλα. bbox=[831, 1972, 1083, 2063]
headline: ΣΦΑΓΕΙΑ ΤΗΣ ΠΟΛΕΩΣ bbox=[1108, 1630, 1287, 1647]
headline: ΤΙ ΕΙΠΑΝ ΟΙ ΠΡΟΞΕΝΟΙ bbox=[341, 522, 524, 539]
paragraph: Βλέπων την συνωμοσίαν του Φλερύ αποτυχούσαν, και τον Ρισελιέ παρά τοις ανθρώποις του βασιλέως, ο Γκαστόν συνήψε συμμαχίαν μετά της Ισπανίας, άλλα ο καρδινάλιος και οι φίλοι του επανόρθωσαν τα πάντα. bbox=[831, 263, 1083, 353]
headline: ΚΑΤΑΛΗΨΙΣ ΤΗΣ ΜΗΤΡΟΠΟΛΕΩΣ bbox=[61, 693, 272, 707]
paragraph: Το πλήθος ησυχάζει μόλις περί την 3 μ.μ. Κατά τας 5 συναθροίζεται όμως εκ νέου και σχηματίζει ένα ομάδα υπό την οδηγίαν τον συγγενών Ολόυ-Τσιάρρη, Μάρας, Καρσιάνου, Σινγλιαθέλμπουφ, επί λόγου, Ο διαδηλωτής αδιάφοροι, θραύουν, κατεστρέφουν και έρχονται εις το ελληνικόν. Το κατηγορηταί των λέγεται κατεμαλέπι. bbox=[40, 1876, 292, 2013]
headline: ΝΕΟΙ ΝΟΜΙΚΟΙ ΣΥΜΒΟΥΛΟΙ bbox=[607, 1449, 784, 1463]
headline: ΠΡΟΞΕΝΙΚΑΙ ΜΕΤΑΘΕΣΕΙΣ bbox=[874, 1951, 1040, 1965]
paragraph: Γίνεται επίθεσις κατά του ελληνικού εκπαιδευτηρίου Αδριανουπόλεως και εντός ολίγων λεπτών κατερειπώθη. Γίνεται μετέπειτα επίθεσις κατά του εργοστασίου Σομόγλου και μεταβάλλεται και εκεί το παν εις ερείπια και τέφραν! Επιτίθενται κατά του ταχυδρομείου της εφημερίδος Ειδήσεις του Αίμου και ρίπτονται τα πάντα εις τους δρόμους. bbox=[40, 1663, 292, 1845]
headline: ΑΝΕΓΕΡΣΙΣ ΠΥΡΙΤΙΔΑΠΟΘΗΚΗΣ ΕΝ ΝΑΥΣΤΑΘΜΩ bbox=[569, 1093, 821, 1126]
paragraph: Ω! είπεν ο καρδινάλιος, ζήτηση και τούτο δια το μέλλον, χωρίς να ξέρη τι σημαίνει η ευχή αυτή. bbox=[312, 1661, 554, 1705]
paragraph: Μετετέθησαν οι γραμματείς των ειρηνοδικείων Αλεφόντισ Α. Καλοκαίρης και Κυθήρων Κ. Δολιανίδης εναλλάξ. bbox=[1312, 449, 1510, 509]
paragraph: Κατόπιν διαταγής της Διευθύνσεως της Αστυνομίας συνέστη επιτροπή εκ των κ.κ. Αρ. Διαμαντίδου αστυνόμου, Χρηματέου αστυνόμου Κοτσοβού, αστυϊατρού, Παπαδοπούλου κτηνιάτρου και Σταυροπούλου ειδικού προς επιθεώρησιν των σφαγείων τα οποία ευρίσκονται εν πλήρει κακή καταστάσει. bbox=[1097, 1699, 1299, 1851]
headline: Τα έπισημα τηλεγραφήματα bbox=[1321, 1557, 1501, 1570]
headline: ΣΥΜΠΛΟΚΑΙ bbox=[117, 1853, 215, 1870]
paragraph: Αλλά τα πάντα έργονται κατ' ευχήν εις την γνώσεως και ανόητα. Οι εχθροί του καρδιναλίου εκαλέσθησαν ισχυρόν. bbox=[831, 213, 1083, 257]
paragraph: Υπό του υπουργείου των Ναυτικών προεκηρύχθη δημοπρασία προς κατασκευήν πυριτιδαποθήκης εν τω παρά τον Ναυστάθμον Σαλαμίνος νησίω Λέρω. Το έργον προϋπολογείται εις δραχ. 30,000. bbox=[569, 1132, 821, 1222]
paragraph: Από της πρωίας της χθες οι απεργοί ανέβησαν προς τα γραφεία της εταιρείας, ένθα και κατά τας διαπραγματεύσεις εζήτησαν την αύξησιν των ημερομισθίων των. bbox=[1312, 1007, 1510, 1097]
column-3b bbox=[831, 65, 1083, 739]
paragraph: Ο κ. Π. Χαλκιόπουλος, Γραμματεύς β' τάξεως παρά τη εν Μοναστηρίω Προξενεία μετετέθη ως Γραμματεύς διευθύνων το εν Τριπόλει της Βαρβαρίας Υποπροξενείον αντί του κ. Π. Καμπόσου, προαχθέντος εις πρόξενον β' τάξεως εν Αϊδίνιν. bbox=[1097, 132, 1299, 253]
paragraph: Ο βασιλεύς εις τον καρδινάλιον απήντησε: Ενόσω μου είπατε αυτό το πράγμα, δεν θα ενεργήσω άλλως ή όπως απαιτεί η τιμή του στέμματος. bbox=[312, 1595, 554, 1655]
paragraph: Η Μεγαλειότης σας, Μεγαλειότατε, μάθετε ότι όσα πράγματα εγώ έπραξα διά την δόξαν σας, η ιστορία θέλει τα κρίνει. bbox=[312, 1711, 554, 1770]
paragraph: Πληρέστεραι λεπτομέρειαι ελλείπουν ακόμη. bbox=[831, 1357, 1083, 1386]
paragraph: 3ον) Αντί του ένος καθαριστού να διορισθώσι επί του οδηγού και επί της σφαγής αρκετοί ώστε να τηρούν την καθαριότητα. bbox=[1312, 151, 1510, 211]
paragraph: Το πλήθος μεταβάν ακολούθως προ των πρεσβειών της Αγγλίας, Γαλλίας και Γερμανίας και προέβη εις συμπαθείς διαδηλώσεις. bbox=[831, 1828, 1083, 1888]
paragraph: Η Ισπανία η οποία υπεστήριζε την βασίλισσαν, εις έργα μή το παρεκείνο άνεφερε και τα περί του θρόνου. bbox=[569, 393, 821, 438]
paragraph: Διά Β. διατάγματος δημοσιευθέντος εις το χθεσινόν φύλλον της Εφημερίδος της Κυβερνήσεως αποστέλλονται εις την αλλοδαπήν προς εκπαίδευσιν επί εν έτος ο κ. κ. Δημ. Παπαγρηγόρης πλωτάρχης, Α. Κολοκυθάκης και Ν. Ραλλάτσινας και Αγ. Γεροντας υποπλοίαρχοι. bbox=[569, 1334, 821, 1440]
